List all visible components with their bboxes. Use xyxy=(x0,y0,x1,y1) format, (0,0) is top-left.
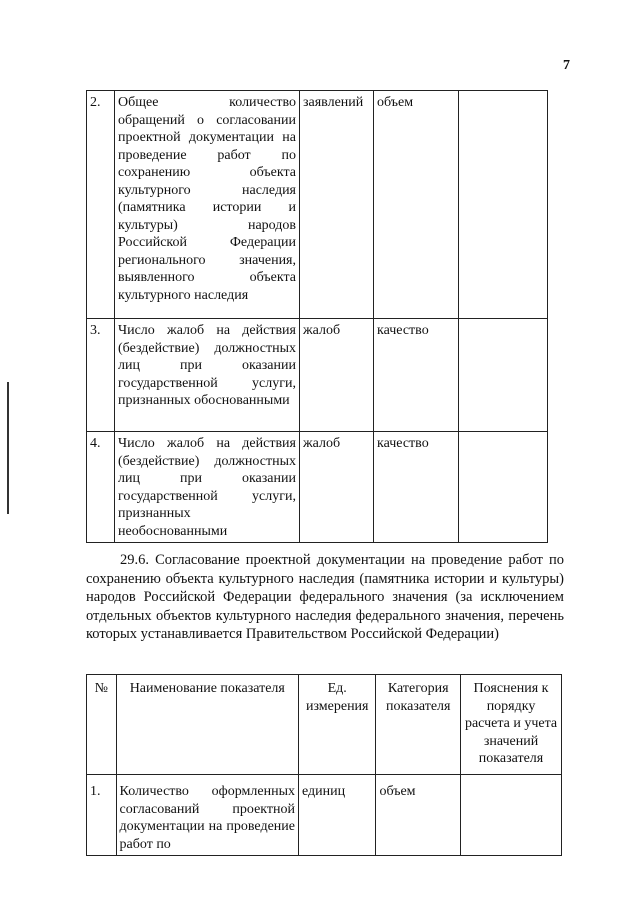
unit-of-measure: жалоб xyxy=(300,432,374,543)
indicators-table xyxy=(86,674,562,856)
indicator-name: Количество оформленных согласований проектной документации на проведение работ по xyxy=(116,775,298,856)
margin-mark xyxy=(7,382,9,514)
header-explanation: Пояснения к порядку расчета и учета значений показателя xyxy=(461,675,562,775)
indicator-category: качество xyxy=(374,319,459,432)
row-number: 2. xyxy=(87,91,115,319)
row-number: 4. xyxy=(87,432,115,543)
section-paragraph: 29.6. Согласование проектной документации на проведение работ по сохранению объекта культурного наследия (памятника истории и культуры) народов Российской Федерации федерального значения (за исключением отдельных объектов культурного наследия федерального значения, перечень которых устанавливается Правительством Российской Федерации) xyxy=(86,552,564,643)
header-indicator-name: Наименование показателя xyxy=(116,675,298,775)
page-number: 7 xyxy=(563,58,570,73)
indicators-table-continued xyxy=(86,90,548,543)
calculation-explanation xyxy=(459,91,548,319)
unit-of-measure: жалоб xyxy=(300,319,374,432)
header-category: Категория показателя xyxy=(376,675,461,775)
table-row xyxy=(87,432,548,543)
table-row xyxy=(87,775,562,856)
indicator-category: объем xyxy=(376,775,461,856)
header-number: № xyxy=(87,675,117,775)
indicator-name: Общее количество обращений о согласовании проектной документации на проведение работ по сохранению объекта культурного наследия (памятника истории и культуры) народов Российской Федерации регионального значения, выявленного объекта культурного наследия xyxy=(115,91,300,319)
table-header-row xyxy=(87,675,562,775)
indicator-name: Число жалоб на действия (бездействие) должностных лиц при оказании государственной услуги, признанных необоснованными xyxy=(115,432,300,543)
header-unit: Ед. измерения xyxy=(299,675,376,775)
calculation-explanation xyxy=(461,775,562,856)
indicator-category: объем xyxy=(374,91,459,319)
calculation-explanation xyxy=(459,432,548,543)
calculation-explanation xyxy=(459,319,548,432)
table-row xyxy=(87,319,548,432)
indicator-name: Число жалоб на действия (бездействие) должностных лиц при оказании государственной услуги, признанных обоснованными xyxy=(115,319,300,432)
table-row xyxy=(87,91,548,319)
row-number: 3. xyxy=(87,319,115,432)
indicator-category: качество xyxy=(374,432,459,543)
row-number: 1. xyxy=(87,775,117,856)
unit-of-measure: заявлений xyxy=(300,91,374,319)
unit-of-measure: единиц xyxy=(299,775,376,856)
